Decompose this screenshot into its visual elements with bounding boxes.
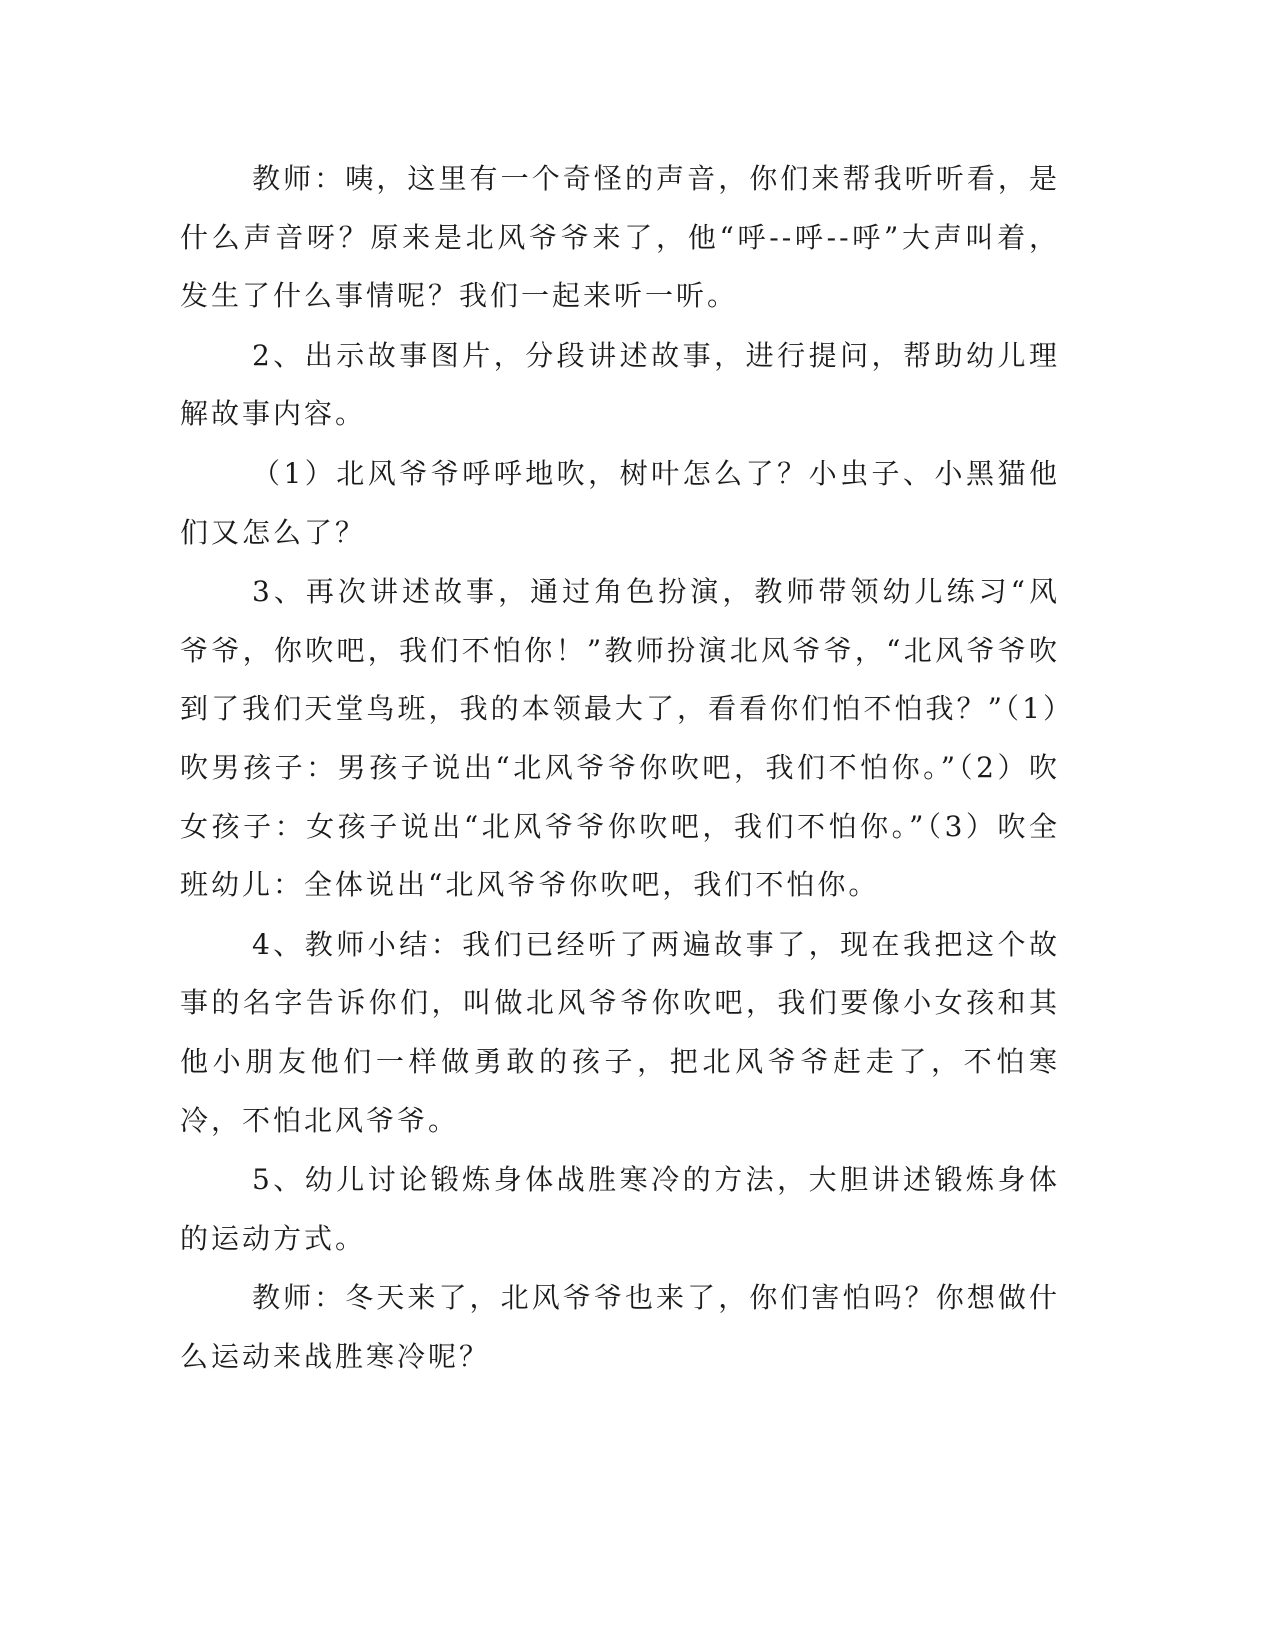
paragraph-step-5: 5、幼儿讨论锻炼身体战胜寒冷的方法，大胆讲述锻炼身体的运动方式。 — [180, 1163, 1060, 1255]
paragraph-question-1: （1）北风爷爷呼呼地吹，树叶怎么了？小虫子、小黑猫他们又怎么了？ — [180, 456, 1060, 549]
document-page — [180, 150, 1060, 1387]
paragraph-step-4: 4、教师小结：我们已经听了两遍故事了，现在我把这个故事的名字告诉你们，叫做北风爷爷你吹吧，我们要像小女孩和其他小朋友他们一样做勇敢的孩子，把北风爷爷赶走了，不怕寒冷，不怕北风爷爷。 — [180, 927, 1060, 1137]
paragraph-teacher-closing: 教师：冬天来了，北风爷爷也来了，你们害怕吗？你想做什么运动来战胜寒冷呢？ — [180, 1281, 1060, 1373]
paragraph-teacher-intro: 教师：咦，这里有一个奇怪的声音，你们来帮我听听看，是什么声音呀？原来是北风爷爷来了，他“呼--呼--呼”大声叫着，发生了什么事情呢？我们一起来听一听。 — [180, 162, 1060, 313]
paragraph-step-3: 3、再次讲述故事，通过角色扮演，教师带领幼儿练习“风爷爷，你吹吧，我们不怕你！”教师扮演北风爷爷，“北风爷爷吹到了我们天堂鸟班，我的本领最大了，看看你们怕不怕我？”（1）吹男孩子：男孩子说出“北风爷爷你吹吧，我们不怕你。”（2）吹女孩子：女孩子说出“北风爷爷你吹吧，我们不怕你。”（3）吹全班幼儿：全体说出“北风爷爷你吹吧，我们不怕你。 — [180, 575, 1060, 902]
paragraph-step-2: 2、出示故事图片，分段讲述故事，进行提问，帮助幼儿理解故事内容。 — [180, 338, 1060, 431]
